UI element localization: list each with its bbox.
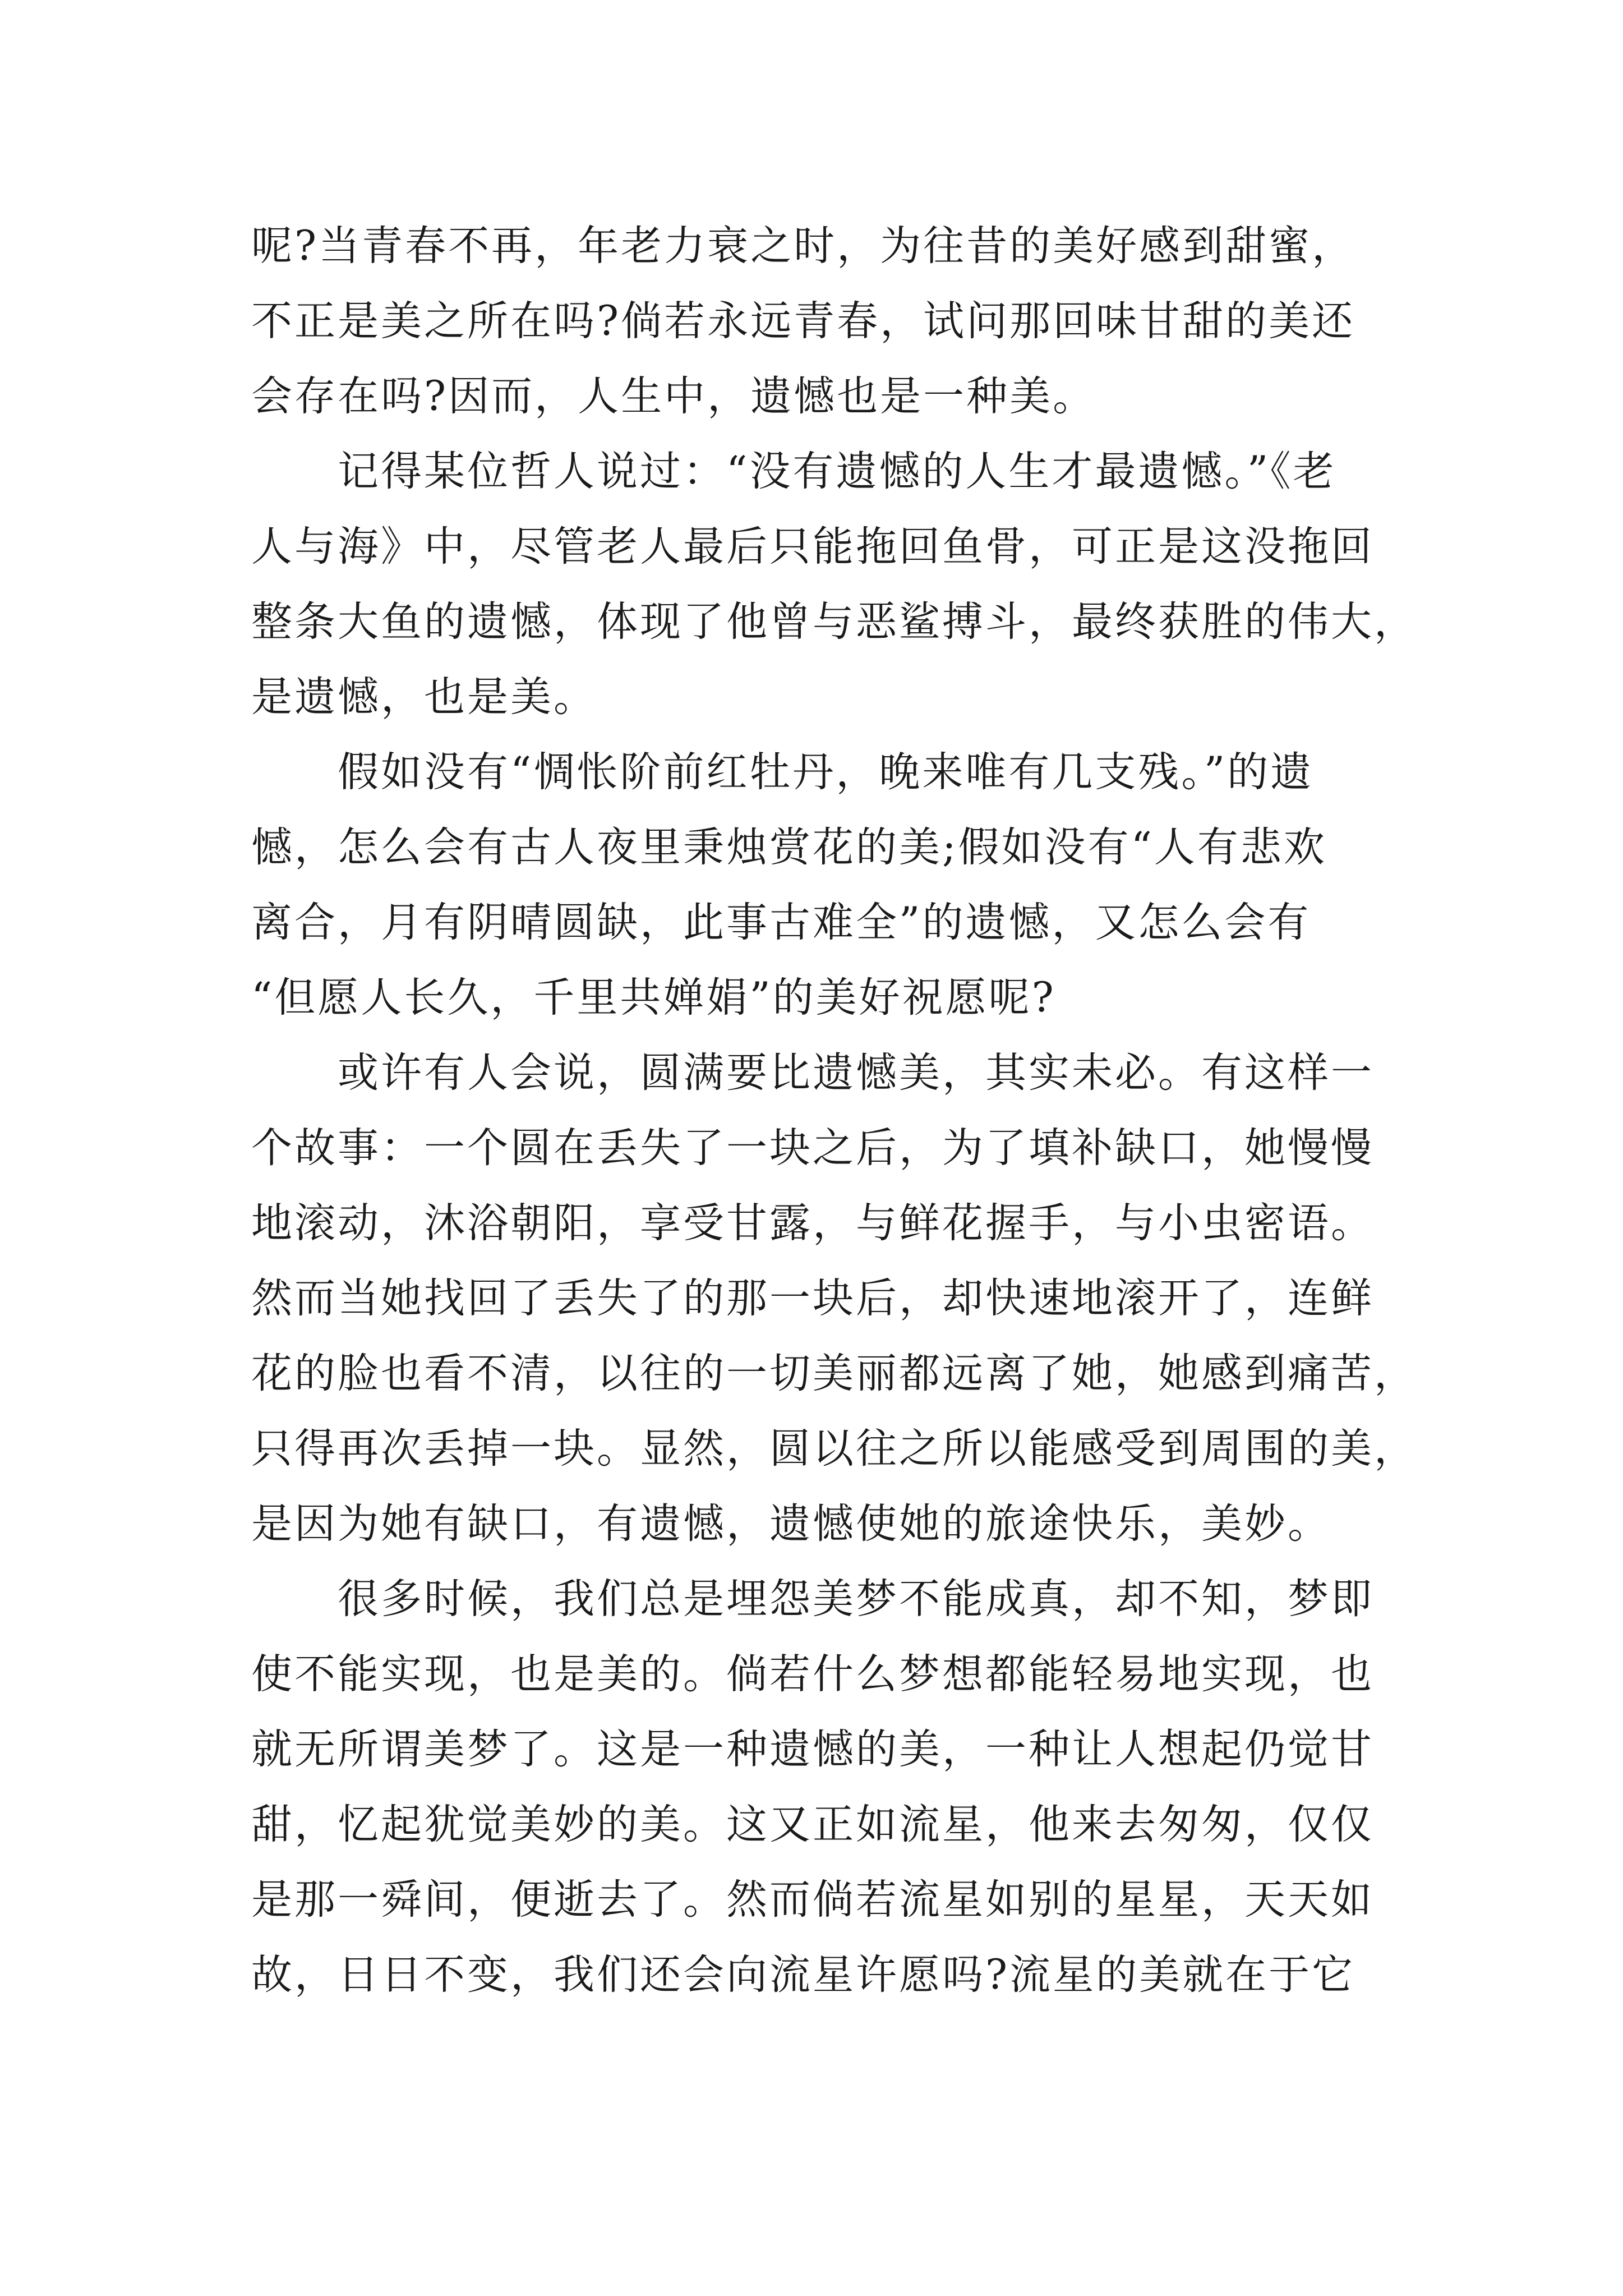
text-line: 人与海》中，尽管老人最后只能拖回鱼骨，可正是这没拖回: [251, 523, 1374, 570]
text-line: 故，日日不变，我们还会向流星许愿吗?流星的美就在于它: [251, 1951, 1355, 1999]
text-line: 憾，怎么会有古人夜里秉烛赏花的美;假如没有“人有悲欢: [251, 823, 1327, 871]
text-line: 花的脸也看不清，以往的一切美丽都远离了她，她感到痛苦，: [251, 1350, 1417, 1397]
text-line: 然而当她找回了丢失了的那一块后，却快速地滚开了，连鲜: [251, 1274, 1374, 1322]
text-line: 整条大鱼的遗憾，体现了他曾与恶鲨搏斗，最终获胜的伟大，: [251, 598, 1417, 646]
text-line: 或许有人会说，圆满要比遗憾美，其实未必。有这样一: [251, 1049, 1374, 1097]
text-line: 是遗憾，也是美。: [251, 673, 597, 721]
text-line: 只得再次丢掉一块。显然，圆以往之所以能感受到周围的美，: [251, 1425, 1417, 1473]
text-line: 不正是美之所在吗?倘若永远青春，试问那回味甘甜的美还: [251, 297, 1355, 345]
text-line: 甜，忆起犹觉美妙的美。这又正如流星，他来去匆匆，仅仅: [251, 1801, 1374, 1848]
text-line: 呢?当青春不再，年老力衰之时，为往昔的美好感到甜蜜，: [251, 222, 1355, 270]
text-line: 地滚动，沐浴朝阳，享受甘露，与鲜花握手，与小虫密语。: [251, 1199, 1374, 1247]
text-line: “但愿人长久，千里共婵娟”的美好祝愿呢?: [251, 974, 1056, 1022]
text-line: 记得某位哲人说过：“没有遗憾的人生才最遗憾。”《老: [251, 448, 1336, 495]
text-line: 就无所谓美梦了。这是一种遗憾的美，一种让人想起仍觉甘: [251, 1726, 1374, 1773]
text-line: 很多时候，我们总是埋怨美梦不能成真，却不知，梦即: [251, 1575, 1374, 1623]
text-line: 离合，月有阴晴圆缺，此事古难全”的遗憾，又怎么会有: [251, 899, 1311, 946]
text-line: 假如没有“惆怅阶前红牡丹，晚来唯有几支残。”的遗: [251, 748, 1314, 796]
text-line: 是因为她有缺口，有遗憾，遗憾使她的旅途快乐，美妙。: [251, 1500, 1331, 1548]
text-line: 使不能实现，也是美的。倘若什么梦想都能轻易地实现，也: [251, 1650, 1374, 1698]
text-line: 会存在吗?因而，人生中，遗憾也是一种美。: [251, 372, 1096, 420]
essay-body: [251, 209, 1417, 2013]
text-line: 是那一舜间，便逝去了。然而倘若流星如别的星星，天天如: [251, 1876, 1374, 1924]
text-line: 个故事：一个圆在丢失了一块之后，为了填补缺口，她慢慢: [251, 1124, 1374, 1172]
